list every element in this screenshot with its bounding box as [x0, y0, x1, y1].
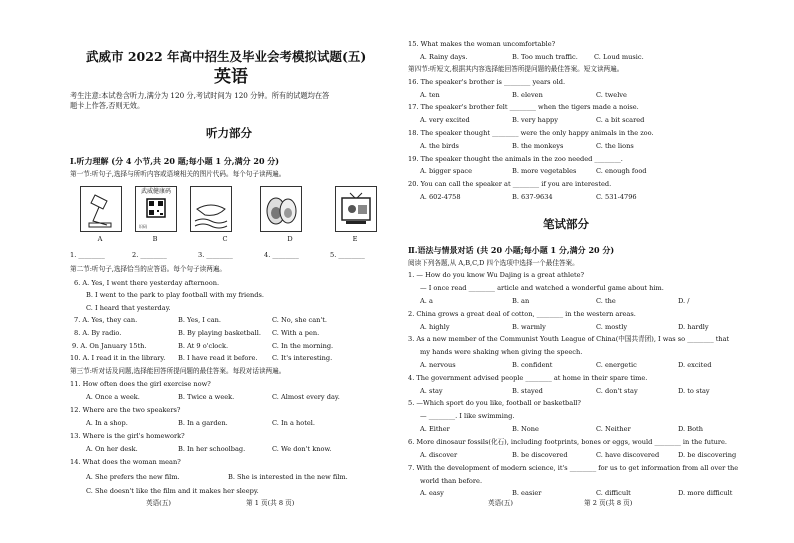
grammar-q5-a: A. Either [420, 425, 450, 433]
question-13-b: B. In her schoolbag. [178, 445, 246, 453]
question-15: 15. What makes the woman uncomfortable? [408, 40, 556, 48]
grammar-q3-a: A. nervous [420, 361, 456, 369]
question-8-c: C. With a pen. [272, 329, 320, 337]
grammar-q6-a: A. discover [420, 451, 458, 459]
picture-e-tv-news [335, 186, 377, 232]
grammar-q2-a: A. highly [420, 323, 450, 331]
health-code-small-text: 识码 [139, 224, 147, 230]
grammar-q5-d: D. Both [678, 425, 703, 433]
grammar-q3-c: C. energetic [596, 361, 637, 369]
question-7-c: C. No, she can't. [272, 316, 327, 324]
part-4-instructions: 第四节:听短文,根据其内容选择能回答所提问题的最佳答案。短文读两遍。 [408, 65, 624, 73]
eggs-icon [261, 187, 301, 231]
listening-header: 听力部分 [206, 126, 252, 140]
lamp-icon [81, 187, 121, 231]
question-17-b: B. very happy [512, 116, 558, 124]
question-10-c: C. It's interesting. [272, 354, 333, 362]
question-11-c: C. Almost every day. [272, 393, 340, 401]
part-3-instructions: 第三节:听对话及问题,选择能回答所提问题的最佳答案。每段对话读两遍。 [70, 367, 286, 375]
question-14-c: C. She doesn't like the film and it makes her sleepy. [86, 487, 259, 495]
question-11-a: A. Once a week. [86, 393, 140, 401]
question-6-a: 6. A. Yes, I went there yesterday afternoon. [74, 279, 220, 287]
grammar-q3-b: B. confident [512, 361, 553, 369]
grammar-q4: 4. The government advised people ________ at home in their spare time. [408, 374, 648, 382]
question-11: 11. How often does the girl exercise now? [70, 380, 211, 388]
picture-b-health-code [135, 186, 177, 232]
question-16-b: B. eleven [512, 91, 543, 99]
grammar-q7-d: D. more difficult [678, 489, 733, 497]
question-15-a: A. Rainy days. [420, 53, 468, 61]
grammar-q2-c: C. mostly [596, 323, 628, 331]
subject-title: 英语 [214, 67, 248, 87]
grammar-q3-line2: my hands were shaking when giving the speech. [420, 348, 583, 356]
question-18: 18. The speaker thought ________ were the only happy animals in the zoo. [408, 129, 654, 137]
question-16: 16. The speaker's brother is ________ years old. [408, 78, 566, 86]
question-17-c: C. a bit scared [596, 116, 645, 124]
question-12-c: C. In a hotel. [272, 419, 315, 427]
grammar-q3: 3. As a new member of the Communist Youth League of China(中国共青团), I was so ________ that [408, 335, 730, 343]
notice-line-1: 考生注意:本试卷含听力,满分为 120 分,考试时间为 120 分钟。所有的试题均在答 [70, 91, 330, 100]
grammar-q1-c: C. the [596, 297, 616, 305]
grammar-q7-b: B. easier [512, 489, 542, 497]
grammar-q3-d: D. excited [678, 361, 712, 369]
question-16-a: A. ten [420, 91, 440, 99]
section-1-heading: Ⅰ.听力理解 (分 4 小节,共 20 题;每小题 1 分,满分 20 分) [70, 156, 280, 166]
question-15-c: C. Loud music. [594, 53, 644, 61]
blank-4[interactable]: 4. ________ [264, 251, 299, 259]
picture-d-eggs [260, 186, 302, 232]
grammar-q1-line2: — I once read ________ article and watched a wonderful game about him. [420, 284, 664, 292]
question-20: 20. You can call the speaker at ________ if you are interested. [408, 180, 612, 188]
question-12-a: A. In a shop. [86, 419, 128, 427]
question-13-c: C. We don't know. [272, 445, 332, 453]
question-10-a: 10. A. I read it in the library. [70, 354, 166, 362]
section-2-instructions: 阅读下列各题,从 A,B,C,D 四个选项中选择一个最佳答案。 [408, 259, 579, 267]
question-16-c: C. twelve [596, 91, 627, 99]
grammar-q7-a: A. easy [420, 489, 444, 497]
question-20-b: B. 637-9634 [512, 193, 553, 201]
television-icon [336, 187, 376, 231]
question-9-a: 9. A. On January 15th. [72, 342, 147, 350]
question-9-b: B. At 9 o'clock. [178, 342, 229, 350]
grammar-q6-d: D. be discovering [678, 451, 737, 459]
grammar-q4-c: C. don't stay [596, 387, 638, 395]
question-13: 13. Where is the girl's homework? [70, 432, 185, 440]
grammar-q6: 6. More dinosaur fossils(化石), including footprints, bones or eggs, would ________ in the future. [408, 438, 727, 446]
grammar-q1: 1. — How do you know Wu Dajing is a great athlete? [408, 271, 585, 279]
grammar-q1-b: B. an [512, 297, 530, 305]
question-14-a: A. She prefers the new film. [86, 473, 180, 481]
health-code-label: 武威健康码 [140, 188, 171, 195]
picture-c-boat [190, 186, 232, 232]
question-8-b: B. By playing basketball. [178, 329, 261, 337]
question-8-a: 8. A. By radio. [74, 329, 122, 337]
question-18-a: A. the birds [420, 142, 459, 150]
notice-line-2: 题卡上作答,否则无效。 [70, 101, 145, 110]
grammar-q1-d: D. / [678, 297, 690, 305]
question-19-a: A. bigger space [420, 167, 473, 175]
question-9-c: C. In the morning. [272, 342, 334, 350]
section-2-heading: Ⅱ.语法与情景对话 (共 20 小题;每小题 1 分,满分 20 分) [408, 245, 615, 255]
grammar-q7-c: C. difficult [596, 489, 631, 497]
grammar-q6-b: B. be discovered [512, 451, 568, 459]
footer-subject-right: 英语(五) [488, 499, 513, 507]
blank-5[interactable]: 5. ________ [330, 251, 365, 259]
question-14-b: B. She is interested in the new film. [228, 473, 348, 481]
grammar-q5-line2: — ________. I like swimming. [420, 412, 515, 420]
question-18-b: B. the monkeys [512, 142, 564, 150]
question-15-b: B. Too much traffic. [512, 53, 578, 61]
picture-label-c: C [222, 235, 228, 243]
grammar-q2-b: B. warmly [512, 323, 546, 331]
question-20-c: C. 531-4796 [596, 193, 637, 201]
grammar-q4-b: B. stayed [512, 387, 543, 395]
exam-title: 武威市 2022 年高中招生及毕业会考模拟试题(五) [86, 49, 367, 64]
question-7-b: B. Yes, I can. [178, 316, 221, 324]
question-14: 14. What does the woman mean? [70, 458, 181, 466]
picture-a-lamp [80, 186, 122, 232]
qr-code-icon [136, 196, 176, 226]
footer-page-2: 第 2 页(共 8 页) [584, 499, 633, 507]
part-2-instructions: 第二节:听句子,选择恰当的应答语。每个句子读两遍。 [70, 265, 226, 273]
question-18-c: C. the lions [596, 142, 634, 150]
picture-label-e: E [352, 235, 358, 243]
question-13-a: A. On her desk. [86, 445, 138, 453]
part-1-instructions: 第一节:听句子,选择与所听内容或语境相关的图片代码。每个句子读两遍。 [70, 170, 286, 178]
question-12-b: B. In a garden. [178, 419, 228, 427]
question-10-b: B. I have read it before. [178, 354, 258, 362]
grammar-q2: 2. China grows a great deal of cotton, ________ in the western areas. [408, 310, 636, 318]
grammar-q7: 7. With the development of modern science, it's ________ for us to get information from all over the [408, 464, 739, 472]
grammar-q1-a: A. a [420, 297, 433, 305]
picture-label-b: B [152, 235, 158, 243]
boat-icon [191, 187, 231, 231]
question-6-c: C. I heard that yesterday. [86, 304, 171, 312]
grammar-q2-d: D. hardly [678, 323, 709, 331]
question-20-a: A. 602-4758 [420, 193, 461, 201]
question-12: 12. Where are the two speakers? [70, 406, 181, 414]
grammar-q5-c: C. Neither [596, 425, 631, 433]
question-17: 17. The speaker's brother felt ________ when the tigers made a noise. [408, 103, 639, 111]
blank-2[interactable]: 2. ________ [132, 251, 167, 259]
picture-label-d: D [287, 235, 293, 243]
grammar-q5: 5. —Which sport do you like, football or basketball? [408, 399, 581, 407]
written-header: 笔试部分 [543, 217, 589, 231]
grammar-q4-a: A. stay [420, 387, 443, 395]
question-7-a: 7. A. Yes, they can. [74, 316, 138, 324]
footer-subject-left: 英语(五) [146, 499, 171, 507]
question-19-b: B. more vegetables [512, 167, 577, 175]
question-19-c: C. enough food [596, 167, 647, 175]
blank-1[interactable]: 1. ________ [70, 251, 105, 259]
question-17-a: A. very excited [420, 116, 470, 124]
question-11-b: B. Twice a week. [178, 393, 235, 401]
footer-page-1: 第 1 页(共 8 页) [246, 499, 295, 507]
grammar-q7-line2: world than before. [420, 477, 483, 485]
grammar-q5-b: B. None [512, 425, 539, 433]
question-19: 19. The speaker thought the animals in the zoo needed ________. [408, 155, 623, 163]
grammar-q6-c: C. have discovered [596, 451, 660, 459]
blank-3[interactable]: 3. ________ [198, 251, 233, 259]
grammar-q4-d: D. to stay [678, 387, 710, 395]
picture-label-a: A [97, 235, 103, 243]
question-6-b: B. I went to the park to play football with my friends. [86, 291, 264, 299]
